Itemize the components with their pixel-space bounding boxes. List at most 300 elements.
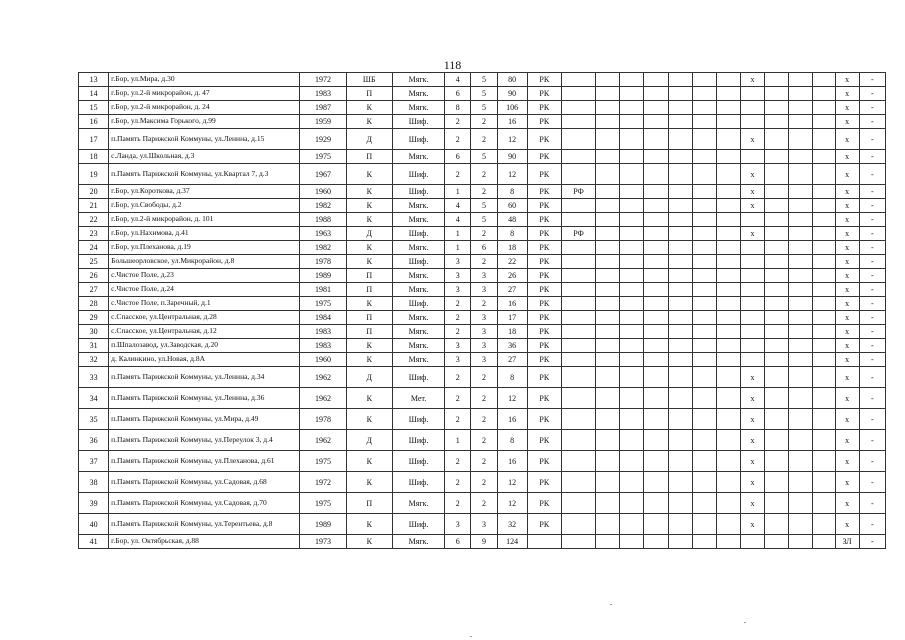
mark-x — [740, 311, 764, 325]
empty-cell — [692, 241, 716, 255]
mark-x — [740, 283, 764, 297]
empty-cell — [668, 164, 692, 185]
roof-type: Шиф. — [392, 514, 444, 535]
empty-cell — [596, 227, 620, 241]
empty-cell — [596, 388, 620, 409]
empty-cell — [716, 87, 740, 101]
mark-x-2: х — [835, 150, 859, 164]
empty-cell — [668, 213, 692, 227]
empty-cell — [620, 115, 644, 129]
entrances-count: 2 — [471, 451, 497, 472]
mark-x-2: х — [835, 227, 859, 241]
year-built: 1978 — [300, 409, 346, 430]
address: г.Бор, ул.Нахимова, д.41 — [109, 227, 300, 241]
mark-x-2: х — [835, 115, 859, 129]
empty-cell — [813, 227, 835, 241]
empty-cell — [765, 430, 789, 451]
empty-cell — [765, 199, 789, 213]
row-number: 18 — [79, 150, 109, 164]
roof-type: Шиф. — [392, 129, 444, 150]
year-built: 1962 — [300, 388, 346, 409]
entrances-count: 6 — [471, 241, 497, 255]
table-row — [79, 409, 886, 430]
empty-cell — [644, 297, 668, 311]
empty-cell — [668, 150, 692, 164]
mark-x-2: х — [835, 451, 859, 472]
apartments-count: 12 — [497, 493, 527, 514]
roof-type: Мягк. — [392, 73, 444, 87]
row-number: 30 — [79, 325, 109, 339]
row-number: 38 — [79, 472, 109, 493]
roof-type: Мягк. — [392, 269, 444, 283]
floors-count: 2 — [445, 297, 471, 311]
empty-cell — [620, 227, 644, 241]
apartments-count: 12 — [497, 164, 527, 185]
empty-cell — [596, 283, 620, 297]
dash-mark: - — [859, 73, 885, 87]
empty-cell — [692, 325, 716, 339]
empty-cell — [644, 283, 668, 297]
mark-x-2: х — [835, 87, 859, 101]
roof-type: Шиф. — [392, 297, 444, 311]
table-row — [79, 535, 886, 549]
table-row — [79, 514, 886, 535]
empty-cell — [596, 367, 620, 388]
year-built: 1962 — [300, 367, 346, 388]
status-code: РК — [527, 430, 561, 451]
empty-cell — [596, 493, 620, 514]
empty-cell — [813, 185, 835, 199]
table-row — [79, 185, 886, 199]
apartments-count: 36 — [497, 339, 527, 353]
empty-cell — [668, 227, 692, 241]
apartments-count: 12 — [497, 388, 527, 409]
address: г.Бор, ул.Короткова, д.37 — [109, 185, 300, 199]
mark-x-2: х — [835, 430, 859, 451]
roof-type: Шиф. — [392, 472, 444, 493]
empty-cell — [789, 367, 813, 388]
table-row — [79, 199, 886, 213]
empty-cell — [813, 297, 835, 311]
empty-cell — [668, 101, 692, 115]
roof-type: Мягк. — [392, 493, 444, 514]
table-row — [79, 101, 886, 115]
note-code — [561, 311, 595, 325]
entrances-count: 3 — [471, 325, 497, 339]
empty-cell — [620, 255, 644, 269]
address: п.Память Парижской Коммуны, ул.Ленина, д.34 — [109, 367, 300, 388]
empty-cell — [716, 185, 740, 199]
empty-cell — [789, 514, 813, 535]
row-number: 40 — [79, 514, 109, 535]
apartments-count: 16 — [497, 451, 527, 472]
wall-material: К — [346, 115, 392, 129]
status-code: РК — [527, 150, 561, 164]
mark-x — [740, 213, 764, 227]
empty-cell — [692, 269, 716, 283]
mark-x-2: х — [835, 388, 859, 409]
wall-material: П — [346, 325, 392, 339]
empty-cell — [813, 73, 835, 87]
empty-cell — [692, 451, 716, 472]
empty-cell — [668, 87, 692, 101]
empty-cell — [644, 101, 668, 115]
table-row — [79, 283, 886, 297]
empty-cell — [692, 150, 716, 164]
wall-material: К — [346, 241, 392, 255]
empty-cell — [644, 353, 668, 367]
dash-mark: - — [859, 367, 885, 388]
wall-material: К — [346, 535, 392, 549]
empty-cell — [813, 535, 835, 549]
table-row — [79, 87, 886, 101]
empty-cell — [716, 297, 740, 311]
wall-material: К — [346, 164, 392, 185]
roof-type: Шиф. — [392, 255, 444, 269]
empty-cell — [716, 311, 740, 325]
mark-x — [740, 87, 764, 101]
empty-cell — [596, 325, 620, 339]
entrances-count: 2 — [471, 493, 497, 514]
mark-x-2: х — [835, 241, 859, 255]
empty-cell — [716, 255, 740, 269]
row-number: 26 — [79, 269, 109, 283]
address: с.Спасское, ул.Центральная, д.12 — [109, 325, 300, 339]
mark-x-2: ЗЛ — [835, 535, 859, 549]
empty-cell — [765, 409, 789, 430]
dash-mark: - — [859, 283, 885, 297]
roof-type: Мягк. — [392, 535, 444, 549]
address: г.Бор, ул.2-й микрорайон, д. 101 — [109, 213, 300, 227]
empty-cell — [644, 269, 668, 283]
year-built: 1983 — [300, 325, 346, 339]
dash-mark: - — [859, 115, 885, 129]
note-code — [561, 87, 595, 101]
year-built: 1982 — [300, 241, 346, 255]
dash-mark: - — [859, 87, 885, 101]
address: г.Бор, ул.Мира, д.30 — [109, 73, 300, 87]
status-code: РК — [527, 367, 561, 388]
empty-cell — [668, 339, 692, 353]
apartments-count: 8 — [497, 185, 527, 199]
year-built: 1972 — [300, 472, 346, 493]
floors-count: 2 — [445, 325, 471, 339]
wall-material: П — [346, 493, 392, 514]
mark-x-2: х — [835, 353, 859, 367]
status-code: РК — [527, 115, 561, 129]
empty-cell — [596, 241, 620, 255]
empty-cell — [765, 367, 789, 388]
empty-cell — [789, 227, 813, 241]
wall-material: К — [346, 514, 392, 535]
entrances-count: 2 — [471, 430, 497, 451]
wall-material: П — [346, 87, 392, 101]
empty-cell — [644, 255, 668, 269]
empty-cell — [644, 514, 668, 535]
empty-cell — [596, 514, 620, 535]
year-built: 1975 — [300, 451, 346, 472]
mark-x: х — [740, 430, 764, 451]
note-code — [561, 101, 595, 115]
empty-cell — [620, 430, 644, 451]
mark-x: х — [740, 409, 764, 430]
dash-mark: - — [859, 213, 885, 227]
year-built: 1988 — [300, 213, 346, 227]
empty-cell — [813, 241, 835, 255]
empty-cell — [644, 493, 668, 514]
empty-cell — [765, 227, 789, 241]
empty-cell — [716, 283, 740, 297]
year-built: 1984 — [300, 311, 346, 325]
note-code — [561, 255, 595, 269]
note-code — [561, 339, 595, 353]
empty-cell — [596, 199, 620, 213]
empty-cell — [789, 339, 813, 353]
address: п.Память Парижской Коммуны, ул.Садовая, д.70 — [109, 493, 300, 514]
empty-cell — [765, 129, 789, 150]
empty-cell — [716, 367, 740, 388]
empty-cell — [692, 73, 716, 87]
dash-mark: - — [859, 255, 885, 269]
floors-count: 1 — [445, 227, 471, 241]
entrances-count: 3 — [471, 269, 497, 283]
empty-cell — [620, 409, 644, 430]
entrances-count: 5 — [471, 87, 497, 101]
empty-cell — [813, 199, 835, 213]
empty-cell — [813, 101, 835, 115]
year-built: 1975 — [300, 297, 346, 311]
empty-cell — [596, 164, 620, 185]
note-code: РФ — [561, 185, 595, 199]
empty-cell — [765, 311, 789, 325]
empty-cell — [596, 255, 620, 269]
empty-cell — [813, 514, 835, 535]
entrances-count: 9 — [471, 535, 497, 549]
empty-cell — [716, 514, 740, 535]
mark-x: х — [740, 129, 764, 150]
empty-cell — [765, 185, 789, 199]
entrances-count: 5 — [471, 73, 497, 87]
row-number: 28 — [79, 297, 109, 311]
floors-count: 4 — [445, 213, 471, 227]
empty-cell — [716, 213, 740, 227]
dash-mark: - — [859, 297, 885, 311]
address: Большеорловское, ул.Микрорайон, д.8 — [109, 255, 300, 269]
year-built: 1929 — [300, 129, 346, 150]
empty-cell — [789, 535, 813, 549]
floors-count: 8 — [445, 101, 471, 115]
mark-x-2: х — [835, 101, 859, 115]
empty-cell — [620, 353, 644, 367]
empty-cell — [789, 73, 813, 87]
empty-cell — [620, 150, 644, 164]
floors-count: 3 — [445, 283, 471, 297]
empty-cell — [789, 129, 813, 150]
empty-cell — [716, 430, 740, 451]
year-built: 1973 — [300, 535, 346, 549]
empty-cell — [765, 353, 789, 367]
empty-cell — [716, 493, 740, 514]
entrances-count: 5 — [471, 150, 497, 164]
empty-cell — [596, 451, 620, 472]
apartments-count: 26 — [497, 269, 527, 283]
empty-cell — [813, 325, 835, 339]
empty-cell — [620, 388, 644, 409]
mark-x — [740, 535, 764, 549]
empty-cell — [668, 514, 692, 535]
row-number: 20 — [79, 185, 109, 199]
empty-cell — [716, 115, 740, 129]
empty-cell — [620, 367, 644, 388]
empty-cell — [716, 73, 740, 87]
empty-cell — [716, 199, 740, 213]
empty-cell — [644, 409, 668, 430]
empty-cell — [789, 185, 813, 199]
empty-cell — [620, 73, 644, 87]
empty-cell — [813, 87, 835, 101]
note-code — [561, 150, 595, 164]
empty-cell — [668, 185, 692, 199]
floors-count: 2 — [445, 164, 471, 185]
address: г.Бор, ул.2-й микрорайон, д. 24 — [109, 101, 300, 115]
note-code — [561, 451, 595, 472]
empty-cell — [789, 255, 813, 269]
status-code: РК — [527, 493, 561, 514]
status-code: РК — [527, 87, 561, 101]
table-row — [79, 430, 886, 451]
empty-cell — [692, 164, 716, 185]
note-code — [561, 325, 595, 339]
apartments-count: 18 — [497, 241, 527, 255]
empty-cell — [620, 129, 644, 150]
floors-count: 2 — [445, 129, 471, 150]
empty-cell — [668, 255, 692, 269]
empty-cell — [692, 388, 716, 409]
table-row — [79, 297, 886, 311]
empty-cell — [596, 101, 620, 115]
note-code — [561, 353, 595, 367]
address: г.Бор, ул. Октябрьская, д.88 — [109, 535, 300, 549]
empty-cell — [668, 269, 692, 283]
roof-type: Мягк. — [392, 325, 444, 339]
empty-cell — [692, 129, 716, 150]
empty-cell — [620, 297, 644, 311]
wall-material: П — [346, 311, 392, 325]
floors-count: 1 — [445, 430, 471, 451]
empty-cell — [765, 297, 789, 311]
roof-type: Шиф. — [392, 115, 444, 129]
entrances-count: 2 — [471, 255, 497, 269]
mark-x-2: х — [835, 472, 859, 493]
empty-cell — [668, 283, 692, 297]
empty-cell — [813, 353, 835, 367]
floors-count: 3 — [445, 514, 471, 535]
apartments-count: 124 — [497, 535, 527, 549]
empty-cell — [596, 115, 620, 129]
empty-cell — [813, 493, 835, 514]
status-code: РК — [527, 227, 561, 241]
entrances-count: 2 — [471, 129, 497, 150]
entrances-count: 3 — [471, 514, 497, 535]
apartments-count: 90 — [497, 150, 527, 164]
floors-count: 3 — [445, 269, 471, 283]
table-row — [79, 311, 886, 325]
address: г.Бор, ул.Максима Горького, д.99 — [109, 115, 300, 129]
roof-type: Мягк. — [392, 213, 444, 227]
wall-material: К — [346, 185, 392, 199]
entrances-count: 5 — [471, 213, 497, 227]
empty-cell — [789, 353, 813, 367]
address: п.Память Парижской Коммуны, ул.Мира, д.49 — [109, 409, 300, 430]
address: с.Чистое Поле, п.Заречный, д.1 — [109, 297, 300, 311]
entrances-count: 2 — [471, 409, 497, 430]
address: с.Ланда, ул.Школьная, д.3 — [109, 150, 300, 164]
entrances-count: 5 — [471, 101, 497, 115]
table-row — [79, 269, 886, 283]
floors-count: 2 — [445, 115, 471, 129]
empty-cell — [789, 87, 813, 101]
dash-mark: - — [859, 339, 885, 353]
empty-cell — [692, 430, 716, 451]
empty-cell — [813, 388, 835, 409]
roof-type: Мет. — [392, 388, 444, 409]
empty-cell — [765, 213, 789, 227]
empty-cell — [596, 185, 620, 199]
row-number: 36 — [79, 430, 109, 451]
empty-cell — [596, 150, 620, 164]
dash-mark: - — [859, 325, 885, 339]
empty-cell — [789, 283, 813, 297]
wall-material: К — [346, 213, 392, 227]
year-built: 1960 — [300, 185, 346, 199]
floors-count: 6 — [445, 535, 471, 549]
row-number: 41 — [79, 535, 109, 549]
year-built: 1972 — [300, 73, 346, 87]
empty-cell — [716, 164, 740, 185]
empty-cell — [668, 129, 692, 150]
apartments-count: 60 — [497, 199, 527, 213]
table-row — [79, 493, 886, 514]
wall-material: К — [346, 353, 392, 367]
dash-mark: - — [859, 535, 885, 549]
empty-cell — [668, 325, 692, 339]
apartments-count: 80 — [497, 73, 527, 87]
dash-mark: - — [859, 269, 885, 283]
note-code — [561, 472, 595, 493]
mark-x: х — [740, 227, 764, 241]
row-number: 37 — [79, 451, 109, 472]
wall-material: К — [346, 388, 392, 409]
empty-cell — [692, 227, 716, 241]
empty-cell — [668, 388, 692, 409]
mark-x-2: х — [835, 297, 859, 311]
mark-x-2: х — [835, 269, 859, 283]
mark-x: х — [740, 388, 764, 409]
empty-cell — [813, 283, 835, 297]
empty-cell — [765, 87, 789, 101]
note-code: РФ — [561, 227, 595, 241]
floors-count: 2 — [445, 367, 471, 388]
note-code — [561, 241, 595, 255]
row-number: 14 — [79, 87, 109, 101]
year-built: 1982 — [300, 199, 346, 213]
empty-cell — [668, 353, 692, 367]
status-code: РК — [527, 409, 561, 430]
year-built: 1978 — [300, 255, 346, 269]
empty-cell — [813, 472, 835, 493]
empty-cell — [716, 150, 740, 164]
empty-cell — [644, 87, 668, 101]
